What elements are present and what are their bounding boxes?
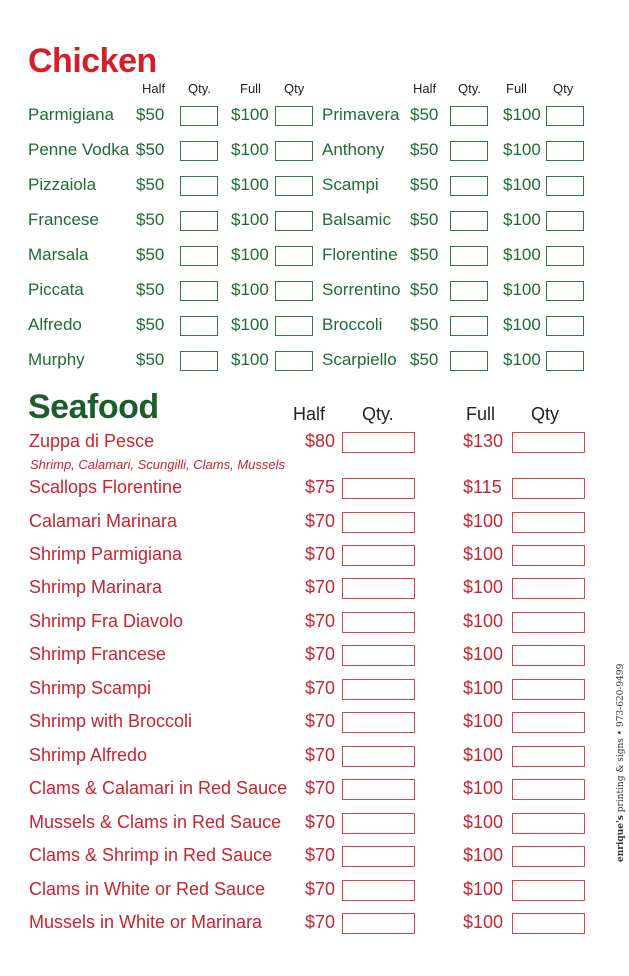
chicken-full-price: $100 — [231, 350, 269, 369]
seafood-full-price: $115 — [463, 477, 502, 497]
chicken-half-price: $50 — [136, 105, 165, 124]
seafood-half-qty-box[interactable] — [342, 746, 415, 767]
chicken-half-price: $50 — [410, 210, 439, 229]
chicken-full-price: $100 — [503, 210, 541, 229]
chicken-full-price: $100 — [503, 315, 541, 334]
seafood-half-qty-box[interactable] — [342, 880, 415, 901]
chicken-full-price: $100 — [503, 140, 541, 159]
seafood-full-qty-box[interactable] — [512, 779, 585, 800]
seafood-item-name: Scallops Florentine — [29, 477, 183, 497]
chicken-full-qty-box[interactable] — [546, 351, 584, 371]
chicken-item-name: Sorrentino — [322, 280, 401, 299]
chicken-half-price: $50 — [410, 280, 439, 299]
seafood-full-qty-box[interactable] — [512, 645, 585, 666]
chicken-full-price: $100 — [503, 175, 541, 194]
chicken-half-qty-box[interactable] — [180, 211, 218, 231]
seafood-item-name: Shrimp Scampi — [29, 678, 152, 698]
seafood-full-price: $130 — [463, 431, 504, 451]
chicken-half-qty-box[interactable] — [180, 351, 218, 371]
seafood-half-price: $70 — [305, 611, 336, 631]
chicken-right-qty-header: Qty. — [458, 81, 481, 96]
seafood-item-name: Shrimp with Broccoli — [29, 711, 193, 731]
seafood-item-name: Calamari Marinara — [29, 511, 178, 531]
seafood-half-price: $70 — [305, 778, 336, 798]
seafood-full-qty-box[interactable] — [512, 746, 585, 767]
seafood-half-qty-box[interactable] — [342, 545, 415, 566]
seafood-full-price: $100 — [463, 912, 504, 932]
chicken-item-name: Parmigiana — [28, 105, 114, 124]
seafood-full-qty-box[interactable] — [512, 880, 585, 901]
seafood-half-header: Half — [293, 404, 326, 424]
seafood-full-price: $100 — [463, 845, 504, 865]
seafood-full-qty-box[interactable] — [512, 545, 585, 566]
chicken-full-price: $100 — [231, 210, 269, 229]
seafood-half-qty-box[interactable] — [342, 712, 415, 733]
chicken-item-name: Broccoli — [322, 315, 383, 334]
seafood-half-price: $70 — [305, 812, 336, 832]
seafood-full-price: $100 — [463, 745, 504, 765]
chicken-full-price: $100 — [231, 105, 269, 124]
seafood-item-name: Mussels & Clams in Red Sauce — [29, 812, 282, 832]
seafood-item-name: Clams & Calamari in Red Sauce — [29, 778, 288, 798]
seafood-item-name: Clams & Shrimp in Red Sauce — [29, 845, 273, 865]
seafood-full-price: $100 — [463, 778, 504, 798]
chicken-half-price: $50 — [410, 175, 439, 194]
seafood-item-description: Shrimp, Calamari, Scungilli, Clams, Mussels — [30, 457, 286, 472]
seafood-half-qty-box[interactable] — [342, 779, 415, 800]
printer-brand: enrique's — [616, 815, 626, 862]
printer-phone: 973-620-9499 — [616, 663, 626, 728]
seafood-half-price: $70 — [305, 879, 336, 899]
seafood-item-name: Clams in White or Red Sauce — [29, 879, 266, 899]
seafood-half-qty-box[interactable] — [342, 512, 415, 533]
chicken-full-qty-box[interactable] — [275, 246, 313, 266]
seafood-half-price: $70 — [305, 912, 336, 932]
seafood-half-price: $80 — [305, 431, 336, 451]
seafood-half-price: $70 — [305, 745, 336, 765]
chicken-full-qty-box[interactable] — [546, 176, 584, 196]
chicken-item-name: Balsamic — [322, 210, 391, 229]
chicken-half-qty-box[interactable] — [180, 141, 218, 161]
seafood-full-qty-box[interactable] — [512, 679, 585, 700]
chicken-half-price: $50 — [410, 105, 439, 124]
chicken-full-price: $100 — [231, 245, 269, 264]
chicken-full-price: $100 — [231, 140, 269, 159]
seafood-item-name: Shrimp Francese — [29, 644, 167, 664]
chicken-full-qty-box[interactable] — [546, 211, 584, 231]
seafood-full-qty-box[interactable] — [512, 578, 585, 599]
chicken-left-half-header: Half — [142, 81, 166, 96]
chicken-item-name: Anthony — [322, 140, 385, 159]
seafood-full-qty-box[interactable] — [512, 478, 585, 499]
seafood-half-qty-box[interactable] — [342, 813, 415, 834]
chicken-item-name: Primavera — [322, 105, 400, 124]
seafood-item-name: Mussels in White or Marinara — [29, 912, 263, 932]
chicken-full-qty-box[interactable] — [546, 246, 584, 266]
seafood-full-qty-box[interactable] — [512, 432, 585, 453]
chicken-half-qty-box[interactable] — [180, 106, 218, 126]
chicken-half-price: $50 — [136, 315, 165, 334]
chicken-full-price: $100 — [503, 280, 541, 299]
chicken-full-qty-box[interactable] — [546, 316, 584, 336]
chicken-item-name: Alfredo — [28, 315, 82, 334]
chicken-item-name: Francese — [28, 210, 99, 229]
chicken-half-price: $50 — [136, 175, 165, 194]
chicken-full-qty-box[interactable] — [275, 106, 313, 126]
chicken-full-price: $100 — [503, 350, 541, 369]
chicken-full-qty-box[interactable] — [275, 211, 313, 231]
seafood-full-price: $100 — [463, 611, 504, 631]
seafood-item-name: Shrimp Fra Diavolo — [29, 611, 184, 631]
chicken-half-qty-box[interactable] — [450, 316, 488, 336]
chicken-half-qty-box[interactable] — [450, 246, 488, 266]
seafood-item-name: Shrimp Marinara — [29, 577, 163, 597]
seafood-full-qty-box[interactable] — [512, 813, 585, 834]
chicken-item-name: Murphy — [28, 350, 85, 369]
chicken-half-price: $50 — [410, 315, 439, 334]
seafood-half-qty-box[interactable] — [342, 846, 415, 867]
seafood-qty-header: Qty. — [362, 404, 394, 424]
chicken-full-qty-box[interactable] — [546, 281, 584, 301]
seafood-half-price: $70 — [305, 544, 336, 564]
chicken-left-full-header: Full — [240, 81, 261, 96]
seafood-full-qty-box[interactable] — [512, 712, 585, 733]
seafood-full-qty-box[interactable] — [512, 612, 585, 633]
seafood-full-price: $100 — [463, 577, 504, 597]
seafood-full-price: $100 — [463, 544, 504, 564]
chicken-left-qty2-header: Qty — [284, 81, 305, 96]
chicken-full-price: $100 — [231, 175, 269, 194]
chicken-half-qty-box[interactable] — [450, 351, 488, 371]
chicken-full-qty-box[interactable] — [275, 281, 313, 301]
seafood-full-header: Full — [466, 404, 496, 424]
seafood-half-qty-box[interactable] — [342, 478, 415, 499]
seafood-full-qty-box[interactable] — [512, 913, 585, 934]
chicken-right-full-header: Full — [506, 81, 527, 96]
chicken-half-price: $50 — [410, 140, 439, 159]
seafood-full-qty-box[interactable] — [512, 846, 585, 867]
seafood-item-name: Shrimp Alfredo — [29, 745, 148, 765]
chicken-item-name: Piccata — [28, 280, 84, 299]
seafood-item-name: Zuppa di Pesce — [29, 431, 155, 451]
seafood-item-name: Shrimp Parmigiana — [29, 544, 183, 564]
chicken-half-qty-box[interactable] — [450, 281, 488, 301]
chicken-right-half-header: Half — [413, 81, 437, 96]
chicken-item-name: Scarpiello — [322, 350, 397, 369]
seafood-half-price: $75 — [305, 477, 336, 497]
seafood-half-qty-box[interactable] — [342, 645, 415, 666]
chicken-item-name: Florentine — [322, 245, 398, 264]
chicken-half-qty-box[interactable] — [450, 176, 488, 196]
chicken-half-qty-box[interactable] — [450, 106, 488, 126]
chicken-full-qty-box[interactable] — [275, 351, 313, 371]
seafood-half-price: $70 — [305, 845, 336, 865]
chicken-item-name: Scampi — [322, 175, 379, 194]
seafood-full-price: $100 — [463, 879, 504, 899]
chicken-full-qty-box[interactable] — [546, 106, 584, 126]
chicken-full-price: $100 — [231, 280, 269, 299]
chicken-half-price: $50 — [136, 245, 165, 264]
chicken-half-price: $50 — [410, 350, 439, 369]
seafood-half-price: $70 — [305, 678, 336, 698]
chicken-full-price: $100 — [503, 105, 541, 124]
printer-rest: printing & signs — [616, 738, 626, 813]
seafood-section-title: Seafood — [28, 388, 159, 426]
chicken-half-qty-box[interactable] — [450, 141, 488, 161]
chicken-full-qty-box[interactable] — [275, 316, 313, 336]
seafood-half-qty-box[interactable] — [342, 913, 415, 934]
seafood-half-price: $70 — [305, 644, 336, 664]
seafood-half-qty-box[interactable] — [342, 679, 415, 700]
chicken-half-price: $50 — [410, 245, 439, 264]
chicken-item-name: Pizzaiola — [28, 175, 97, 194]
seafood-full-price: $100 — [463, 678, 504, 698]
chicken-half-qty-box[interactable] — [450, 211, 488, 231]
chicken-right-qty2-header: Qty — [553, 81, 574, 96]
chicken-full-price: $100 — [231, 315, 269, 334]
seafood-half-qty-box[interactable] — [342, 432, 415, 453]
chicken-full-qty-box[interactable] — [275, 176, 313, 196]
seafood-half-price: $70 — [305, 577, 336, 597]
chicken-half-qty-box[interactable] — [180, 316, 218, 336]
seafood-qty2-header: Qty — [531, 404, 560, 424]
chicken-left-qty-header: Qty. — [188, 81, 211, 96]
chicken-half-qty-box[interactable] — [180, 246, 218, 266]
seafood-half-qty-box[interactable] — [342, 612, 415, 633]
chicken-half-price: $50 — [136, 280, 165, 299]
chicken-half-price: $50 — [136, 210, 165, 229]
seafood-full-price: $100 — [463, 511, 504, 531]
chicken-half-price: $50 — [136, 140, 165, 159]
chicken-full-qty-box[interactable] — [275, 141, 313, 161]
printer-credit — [616, 664, 626, 862]
chicken-half-qty-box[interactable] — [180, 281, 218, 301]
seafood-half-price: $70 — [305, 511, 336, 531]
chicken-item-name: Penne Vodka — [28, 140, 130, 159]
seafood-full-price: $100 — [463, 812, 504, 832]
chicken-section-title: Chicken — [28, 42, 157, 80]
seafood-half-price: $70 — [305, 711, 336, 731]
chicken-half-price: $50 — [136, 350, 165, 369]
chicken-item-name: Marsala — [28, 245, 89, 264]
seafood-full-price: $100 — [463, 711, 504, 731]
chicken-half-qty-box[interactable] — [180, 176, 218, 196]
chicken-full-qty-box[interactable] — [546, 141, 584, 161]
printer-separator: • — [616, 729, 626, 736]
chicken-full-price: $100 — [503, 245, 541, 264]
seafood-half-qty-box[interactable] — [342, 578, 415, 599]
seafood-full-price: $100 — [463, 644, 504, 664]
seafood-full-qty-box[interactable] — [512, 512, 585, 533]
